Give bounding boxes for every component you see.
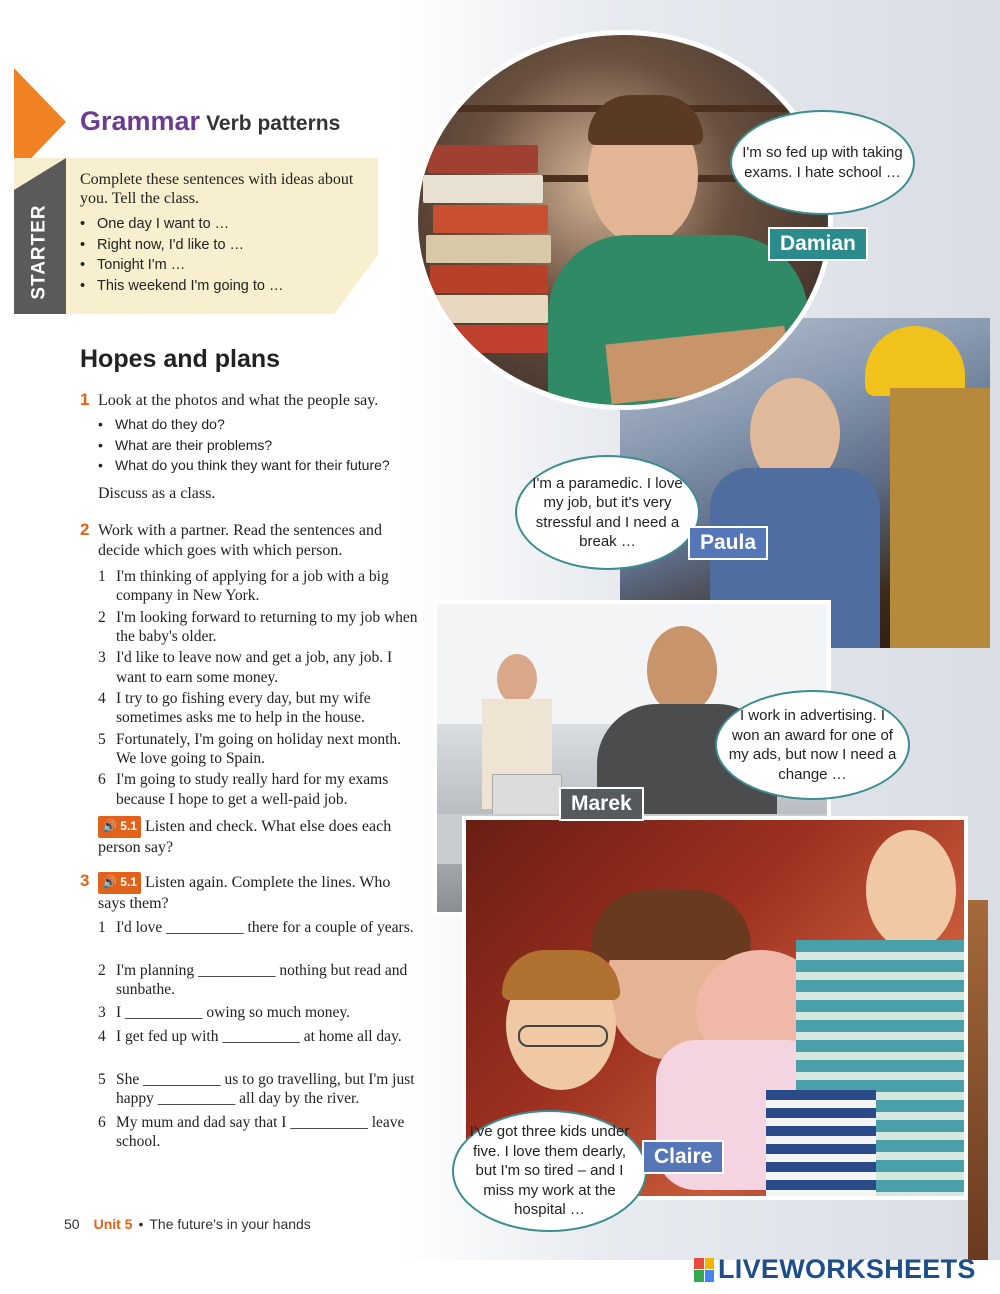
damian-hair [588, 95, 703, 145]
colleague-head [497, 654, 537, 704]
boy-hair [502, 950, 620, 1000]
page-title [80, 106, 340, 137]
list-item: 3 I __________ owing so much money. [98, 1004, 351, 1021]
paula-name-tag: Paula [688, 526, 768, 560]
list-item: 2 I'm planning __________ nothing but read and sunbathe. [98, 962, 408, 999]
audio-button[interactable]: 🔊 5.1 [98, 872, 141, 894]
section-title: Hopes and plans [80, 345, 281, 373]
list-item: 1 I'm thinking of applying for a job with a big company in New York. [98, 568, 389, 605]
starter-list [80, 216, 284, 298]
list-item: • Right now, I'd like to … [80, 237, 284, 258]
grammar-heading: Grammar [80, 106, 201, 136]
exercise-3-text: 🔊 5.1 Listen again. Complete the lines. Who says them? [98, 874, 391, 912]
page-footer: 50 Unit 5 • The future's in your hands [64, 1216, 311, 1232]
exercise-1-after: Discuss as a class. [98, 485, 216, 502]
list-item: 6 My mum and dad say that I __________ leave school. [98, 1114, 405, 1151]
marek-head [647, 626, 717, 714]
starter-label: STARTER [29, 204, 50, 300]
exercise-1-bullets [98, 416, 390, 478]
exercise-3-list [98, 918, 418, 1153]
list-item: • Tonight I'm … [80, 257, 284, 278]
exercise-1-number: 1 [80, 390, 90, 409]
list-item: 3 I'd like to leave now and get a job, any job. I want to earn some money. [98, 649, 393, 686]
exercise-2-text: Work with a partner. Read the sentences and decide which goes with which person. [98, 522, 382, 559]
firefighter-figure [890, 388, 990, 648]
list-item: 2 I'm looking forward to returning to my job when the baby's older. [98, 608, 418, 645]
marek-name-tag: Marek [559, 787, 644, 821]
photo-damian [413, 30, 833, 410]
firefighter-helmet [865, 326, 965, 396]
list-item: • What do you think they want for their future? [98, 457, 390, 478]
list-item: 6 I'm going to study really hard for my exams because I hope to get a well-paid job. [98, 771, 389, 808]
starter-intro: Complete these sentences with ideas about you. Tell the class. [80, 171, 354, 207]
damian-name-tag: Damian [768, 227, 868, 261]
claire-hair [591, 890, 751, 960]
unit-label: Unit 5 [93, 1216, 133, 1232]
list-item: • What do they do? [98, 416, 390, 437]
exercise-2-number: 2 [80, 520, 90, 539]
list-item: 4 I try to go fishing every day, but my wife sometimes asks me to help in the house. [98, 690, 371, 727]
liveworksheets-icon [694, 1258, 714, 1282]
marek-quote: I work in advertising. I won an award for one of my ads, but now I need a change … [715, 690, 910, 800]
exercise-2-listen: 🔊 5.1 Listen and check. What else does each person say? [98, 818, 392, 856]
list-item: • This weekend I'm going to … [80, 278, 284, 299]
claire-name-tag: Claire [642, 1140, 724, 1174]
older-boy-head [866, 830, 956, 950]
striped-shirt [766, 1090, 876, 1200]
page-number: 50 [64, 1216, 80, 1232]
audio-button[interactable]: 🔊 5.1 [98, 816, 141, 838]
list-item: • One day I want to … [80, 216, 284, 237]
claire-quote: I've got three kids under five. I love them dearly, but I'm so tired – and I miss my work at the hospital … [452, 1110, 647, 1232]
list-item: 4 I get fed up with __________ at home all day. [98, 1028, 402, 1045]
paula-quote: I'm a paramedic. I love my job, but it's very stressful and I need a break … [515, 455, 700, 570]
damian-quote: I'm so fed up with taking exams. I hate school … [730, 110, 915, 215]
photo-edge [968, 900, 988, 1260]
list-item: • What are their problems? [98, 437, 390, 458]
laptop [492, 774, 562, 818]
exercise-2-list [98, 567, 418, 811]
exercise-1-text: Look at the photos and what the people say. [98, 392, 379, 409]
list-item: 5 She __________ us to go travelling, but I'm just happy __________ all day by the river. [98, 1071, 415, 1108]
boy-glasses [518, 1025, 608, 1047]
list-item: 1 I'd love __________ there for a couple of years. [98, 919, 414, 936]
topic-heading: Verb patterns [206, 112, 341, 135]
exercise-3-number: 3 [80, 871, 90, 890]
list-item: 5 Fortunately, I'm going on holiday next month. We love going to Spain. [98, 730, 402, 768]
liveworksheets-logo[interactable]: LIVEWORKSHEETS [694, 1254, 976, 1285]
unit-title: The future's in your hands [149, 1216, 311, 1232]
